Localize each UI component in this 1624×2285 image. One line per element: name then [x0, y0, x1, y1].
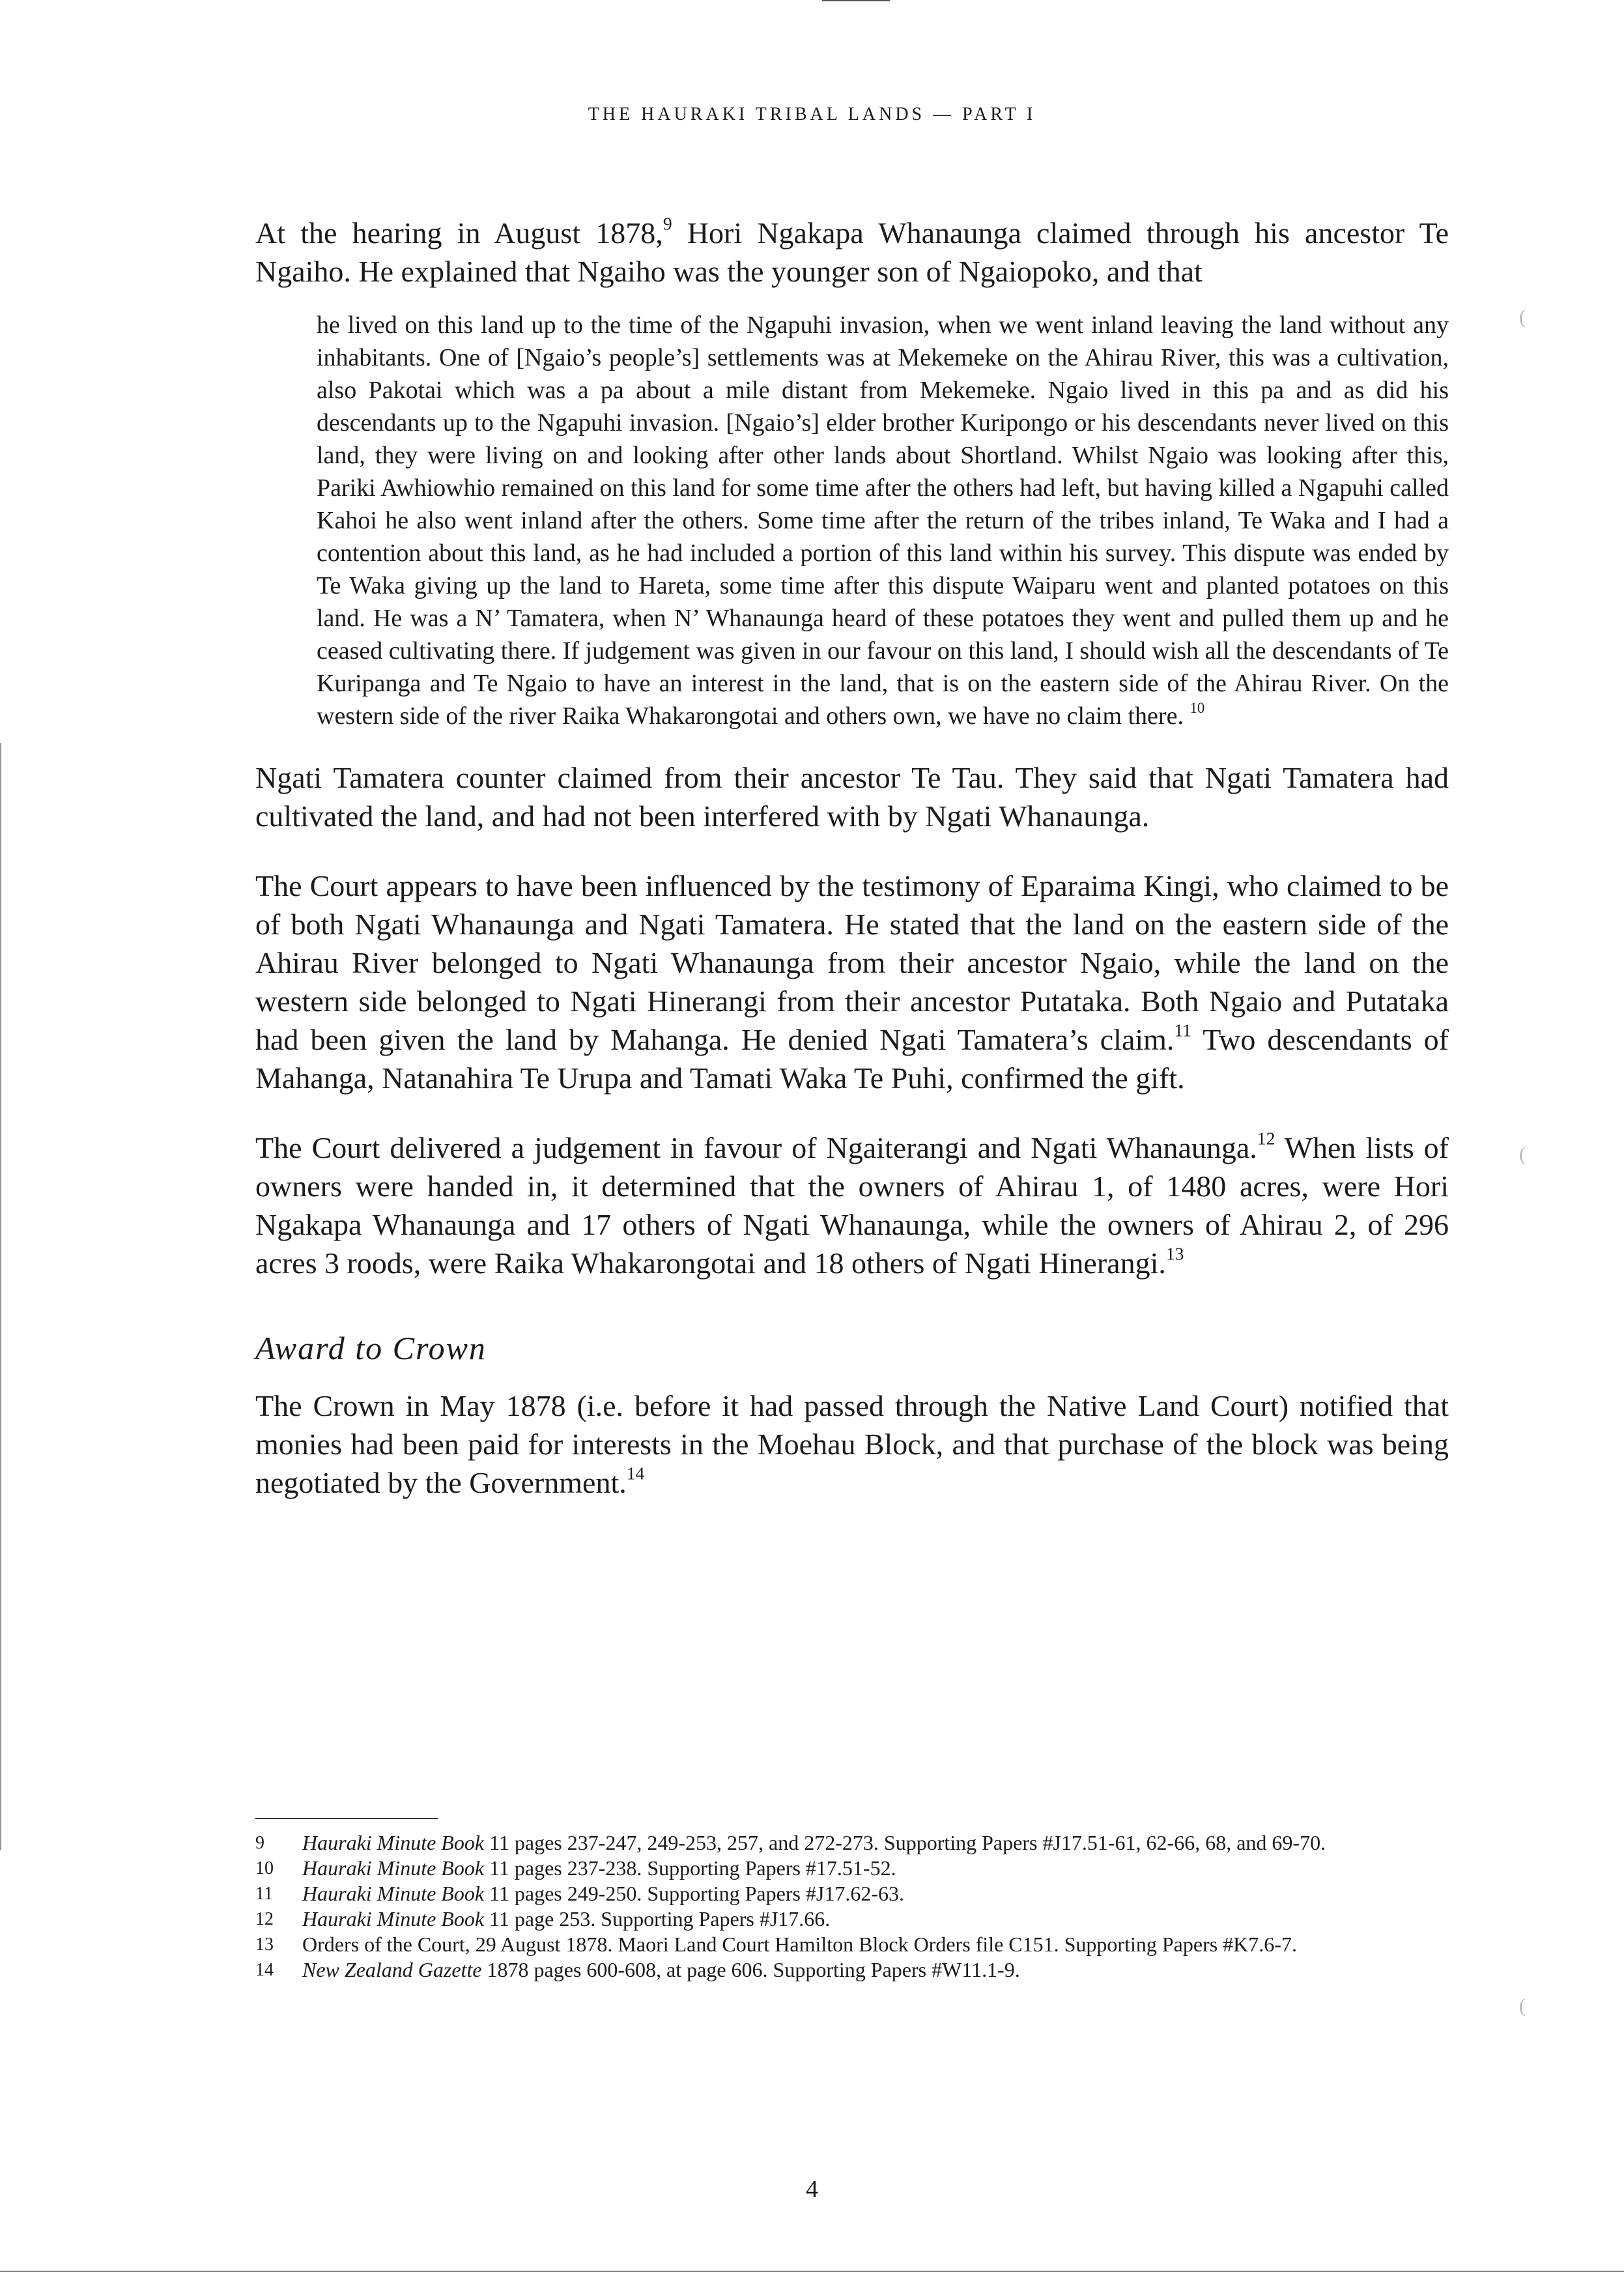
section-heading: Award to Crown	[255, 1330, 487, 1366]
page-number: 4	[806, 2176, 818, 2203]
footnote-ref-13[interactable]: 13	[1165, 1243, 1184, 1264]
scan-mark: (	[1519, 306, 1526, 328]
footnote-text	[302, 1831, 1415, 1855]
footnote-number: 11	[255, 1884, 273, 1904]
paragraph-5	[255, 1387, 1449, 1502]
footnote-text	[302, 1933, 1415, 1957]
footnote-number: 13	[255, 1934, 274, 1955]
footnote-detail: 1878 pages 600-608, at page 606. Supporting Papers #W11.1-9.	[481, 1958, 1020, 1981]
top-rule	[822, 0, 890, 1]
paragraph-text: Ngati Tamatera counter claimed from their ancestor Te Tau. They said that Ngati Tamatera had cultivated the land, and had not been interfered with by Ngati Whanaunga.	[255, 761, 1449, 833]
footnote-9	[255, 1831, 1415, 1855]
footnote-detail: Orders of the Court, 29 August 1878. Maori Land Court Hamilton Block Orders file C151. Supporting Papers #K7.6-7.	[302, 1933, 1297, 1956]
footnote-10	[255, 1856, 1415, 1880]
paragraph-text: The Court appears to have been influenced by the testimony of Eparaima Kingi, who claimed to be of both Ngati Whanaunga and Ngati Tamatera. He stated that the land on the eastern side of the Ahirau River belonged to Ngati Whanaunga from their ancestor Ngaio, while the land on the western side belonged to Ngati Hinerangi from their ancestor Putataka. Both Ngaio and Putataka had been given the land by Mahanga. He denied Ngati Tamatera’s claim.	[255, 869, 1449, 1056]
quote-text: he lived on this land up to the time of the Ngapuhi invasion, when we went inland leaving the land without any inhabitants. One of [Ngaio’s people’s] settlements was at Mekemeke on the Ahirau River, this was a cultivation, also Pakotai which was a pa about a mile distant from Mekemeke. Ngaio lived in this pa and as did his descendants up to the Ngapuhi invasion. [Ngaio’s] elder brother Kuripongo or his descendants never lived on this land, they were living on and looking after other lands about Shortland. Whilst Ngaio was looking after this, Pariki Awhiowhio remained on this land for some time after the others had left, but having killed a Ngapuhi called Kahoi he also went inland after the others. Some time after the return of the tribes inland, Te Waka and I had a contention about this land, as he had included a portion of this land within his survey. This dispute was ended by Te Waka giving up the land to Hareta, some time after this dispute Waiparu went and planted potatoes on this land. He was a N’ Tamatera, when N’ Whanaunga heard of these potatoes they went and pulled them up and he ceased cultivating there. If judgement was given in our favour on this land, I should wish all the descendants of Te Kuripanga and Te Ngaio to have an interest in the land, that is on the eastern side of the Ahirau River. On the western side of the river Raika Whakarongotai and others own, we have no claim there.	[317, 311, 1449, 730]
paragraph-text: The Crown in May 1878 (i.e. before it had passed through the Native Land Court) notified that monies had been paid for interests in the Moehau Block, and that purchase of the block was being negotiated by the Government.	[255, 1389, 1449, 1499]
paragraph-text: Hori Ngakapa Whanaunga claimed through his ancestor Te Ngaiho. He explained that Ngaiho was the younger son of Ngaiopoko, and that	[255, 216, 1449, 288]
footnote-ref-11[interactable]: 11	[1174, 1020, 1191, 1041]
footnote-ref-9[interactable]: 9	[662, 213, 672, 234]
paragraph-4	[255, 1128, 1449, 1282]
block-quote	[317, 309, 1449, 732]
footnote-source: New Zealand Gazette	[302, 1958, 482, 1981]
footnote-detail: 11 pages 237-247, 249-253, 257, and 272-273. Supporting Papers #J17.51-61, 62-66, 68, and 69-70.	[484, 1831, 1326, 1854]
footnote-detail: 11 pages 249-250. Supporting Papers #J17.62-63.	[484, 1882, 905, 1905]
footnote-text	[302, 1856, 1415, 1880]
running-head: THE HAURAKI TRIBAL LANDS — PART I	[588, 104, 1036, 124]
footnote-11	[255, 1882, 1415, 1906]
footnote-source: Hauraki Minute Book	[302, 1856, 485, 1880]
paragraph-1	[255, 214, 1449, 291]
footnote-number: 14	[255, 1960, 274, 1980]
bottom-rule	[0, 2271, 1624, 2272]
paragraph-2	[255, 758, 1449, 835]
footnote-source: Hauraki Minute Book	[302, 1907, 485, 1931]
page-body	[255, 214, 1449, 1502]
footnote-detail: 11 pages 237-238. Supporting Papers #17.51-52.	[484, 1856, 896, 1880]
footnote-12	[255, 1907, 1415, 1931]
footnote-text	[302, 1958, 1415, 1982]
footnote-source: Hauraki Minute Book	[302, 1831, 485, 1854]
footnote-number: 9	[255, 1833, 264, 1853]
paragraph-text: At the hearing in August 1878,	[255, 216, 663, 250]
footnote-detail: 11 page 253. Supporting Papers #J17.66.	[484, 1907, 831, 1931]
footnote-ref-10[interactable]: 10	[1190, 699, 1205, 716]
paragraph-3	[255, 867, 1449, 1097]
footnote-14	[255, 1958, 1415, 1982]
footnote-ref-14[interactable]: 14	[626, 1463, 645, 1484]
footnotes	[255, 1831, 1415, 1983]
footnote-rule	[255, 1818, 438, 1819]
footnote-number: 10	[255, 1858, 274, 1878]
paragraph-text: Two descendants of Mahanga, Natanahira Te Urupa and Tamati Waka Te Puhi, confirmed the gift.	[255, 1023, 1449, 1095]
footnote-ref-12[interactable]: 12	[1257, 1128, 1275, 1149]
paragraph-text: The Court delivered a judgement in favour of Ngaiterangi and Ngati Whanaunga.	[255, 1131, 1257, 1164]
footnote-number: 12	[255, 1909, 274, 1929]
footnote-source: Hauraki Minute Book	[302, 1882, 485, 1905]
footnote-text	[302, 1882, 1415, 1906]
footnote-13	[255, 1933, 1415, 1957]
scan-edge-line	[0, 743, 1, 1850]
paragraph-text: When lists of owners were handed in, it determined that the owners of Ahirau 1, of 1480 acres, were Hori Ngakapa Whanaunga and 17 others of Ngati Whanaunga, while the owners of Ahirau 2, of 296 acres 3 roods, were Raika Whakarongotai and 18 others of Ngati Hinerangi.	[255, 1131, 1449, 1280]
scan-mark: (	[1519, 1143, 1526, 1165]
scan-mark: (	[1519, 1995, 1526, 2017]
footnote-text	[302, 1907, 1415, 1931]
